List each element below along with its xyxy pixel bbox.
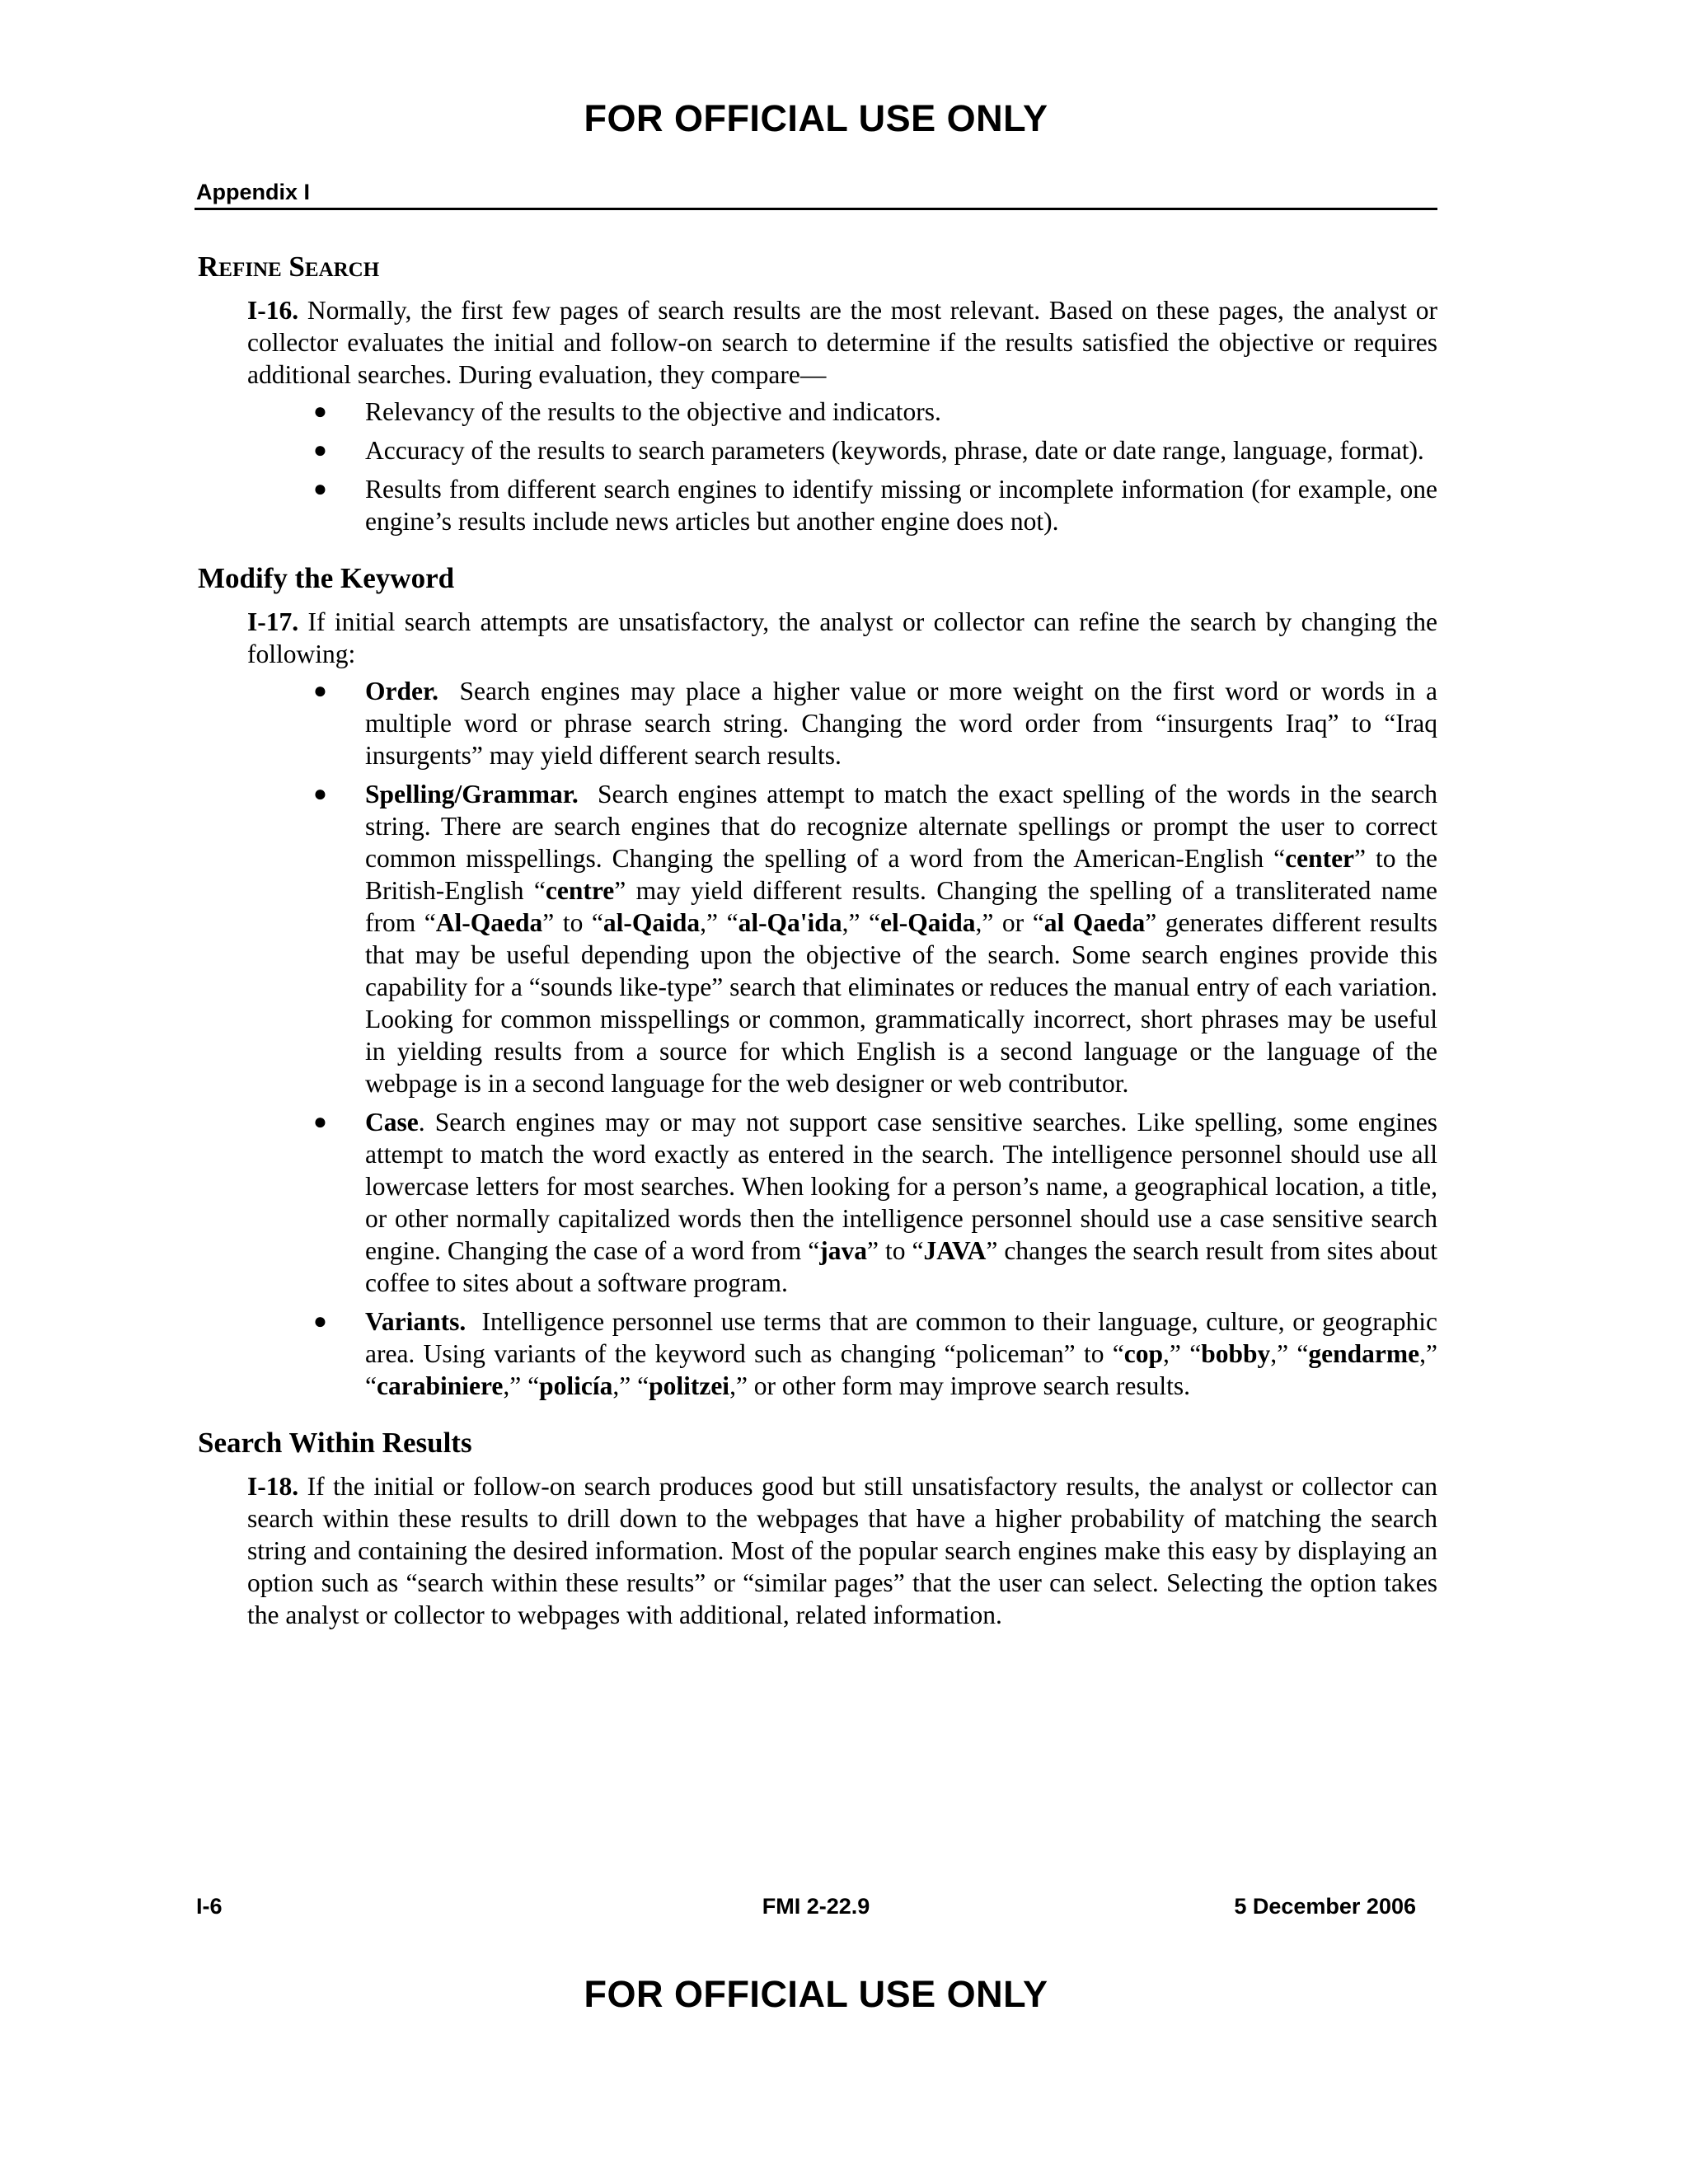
bullet-icon: ● <box>313 1309 327 1334</box>
list-item-variants: ● Variants. Intelligence personnel use terms that are common to their language, culture, or geographic area. Using variants of the keyword such as changing “policeman” to “cop,” “bobby,” “gendarme,” “carabiniere,” “policía,” “politzei,” or other form may improve search results. <box>313 1307 1437 1400</box>
bullet-icon: ● <box>313 678 327 704</box>
paragraph-text: Normally, the first few pages of search results are the most relevant. Based on these pages, the analyst or collector evaluates the initial and follow-on search to determine if the results satisfied the objective or requires additional searches. During evaluation, they compare— <box>247 296 1438 389</box>
term-label: Spelling/Grammar. <box>365 780 579 808</box>
list-item-case: ● Case. Search engines may or may not support case sensitive searches. Like spelling, some engines attempt to match the word exactly as entered in the search. The intelligence personnel should use all lowercase letters for most searches. When looking for a person’s name, a geographical location, a title, or other normally capitalized words then the intelligence personnel should use a case sensitive search engine. Changing the case of a word from “java” to “JAVA” changes the search result from sites about coffee to sites about a software program. <box>313 1108 1437 1297</box>
paragraph-i-18 <box>247 1470 1437 1631</box>
bullet-icon: ● <box>313 438 327 463</box>
bullet-icon: ● <box>313 476 327 502</box>
subheading-modify-keyword: Modify the Keyword <box>198 562 455 594</box>
footer-page-number: I-6 <box>196 1894 223 1919</box>
term-label: Order. <box>365 677 438 705</box>
bullet-icon: ● <box>313 399 327 424</box>
comparison-list <box>198 396 1437 537</box>
paragraph-number: I-16. <box>247 296 299 325</box>
list-item: ● Results from different search engines to identify missing or incomplete information (for example, one engine’s results include news articles but another engine does not). <box>313 475 1437 536</box>
paragraph-i-17 <box>247 606 1437 670</box>
list-item: ● Accuracy of the results to search parameters (keywords, phrase, date or date range, language, format). <box>313 436 1424 465</box>
classification-banner-top: FOR OFFICIAL USE ONLY <box>584 97 1048 139</box>
list-item-order: ● Order. Search engines may place a higher value or more weight on the first word or words in a multiple word or phrase search string. Changing the word order from “insurgents Iraq” to “Iraq insurgents” may yield different search results. <box>313 677 1438 770</box>
paragraph-text: If initial search attempts are unsatisfactory, the analyst or collector can refine the search by changing the following: <box>247 607 1438 668</box>
running-head: Appendix I <box>196 180 311 204</box>
footer-date: 5 December 2006 <box>1234 1894 1416 1919</box>
footer-publication: FMI 2-22.9 <box>762 1894 870 1919</box>
paragraph-number: I-18. <box>247 1472 299 1501</box>
list-item-spelling: ● Spelling/Grammar. Search engines attempt to match the exact spelling of the words in the search string. There are search engines that do recognize alternate spellings or prompt the user to correct common misspellings. Changing the spelling of a word from the American-English “center” to the British-English “centre” may yield different results. Changing the spelling of a transliterated name from “Al-Qaeda” to “al-Qaida,” “al-Qa'ida,” “el-Qaida,” or “al Qaeda” generates different results that may be useful depending upon the objective of the search. Some search engines provide this capability for a “sounds like-type” search that eliminates or reduces the manual entry of each variation. Looking for common misspellings or common, grammatically incorrect, short phrases may be useful in yielding results from a source for which English is a second language or the language of the webpage is in a second language for the web designer or web contributor. <box>313 780 1437 1098</box>
header-rule <box>195 208 1437 210</box>
list-item: ● Relevancy of the results to the objective and indicators. <box>313 397 941 426</box>
refinement-list <box>198 675 1437 1402</box>
term-label: Case <box>365 1108 419 1137</box>
subheading-search-within-results: Search Within Results <box>198 1427 472 1459</box>
paragraph-text: If the initial or follow-on search produces good but still unsatisfactory results, the analyst or collector can search within these results to drill down to the webpages that have a higher probability of matching the search string and containing the desired information. Most of the popular search engines make this easy by displaying an option such as “search within these results” or “similar pages” that the user can select. Selecting the option takes the analyst or collector to webpages with additional, related information. <box>247 1472 1437 1629</box>
bullet-icon: ● <box>313 781 327 807</box>
classification-banner-bottom: FOR OFFICIAL USE ONLY <box>584 1973 1048 2015</box>
page-body <box>198 247 1437 1631</box>
bullet-icon: ● <box>313 1109 327 1135</box>
paragraph-i-16 <box>247 294 1437 391</box>
term-label: Variants. <box>365 1307 467 1336</box>
paragraph-number: I-17. <box>247 607 299 636</box>
section-heading-refine-search: Refine Search <box>198 251 380 283</box>
